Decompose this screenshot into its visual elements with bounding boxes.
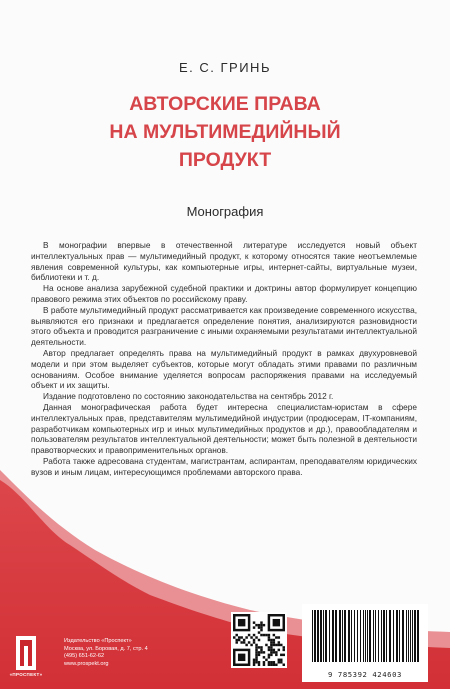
isbn-digits: 9 785392 424603 [328, 670, 402, 679]
abstract-paragraph: Данная монографическая работа будет интересна специалистам-юристам в сфере интеллектуальных прав, представителям мультимедийной индустрии (продюсерам, IT-компаниям, разработчикам компьютерных игр и иных мультимедийных продуктов и др.), правообладателям и пользователям результатов интеллектуальной деятельности; может быть полезной в деятельности правотворческих и правоприменительных органов. [31, 401, 417, 456]
book-title-line: ПРОДУКТ [178, 149, 272, 171]
abstract-paragraph: В монографии впервые в отечественной литературе исследуется новый объект интеллектуальных прав — мультимедийный продукт, к которому относятся такие неотъемлемые явления современной культуры, как компьютерные игры, интернет-сайты, виртуальные музеи, библиотеки и т. д. [31, 240, 417, 283]
publisher-name: Издательство «Проспект» [64, 638, 132, 644]
qr-code [231, 612, 287, 668]
barcode-bars [302, 604, 428, 668]
publisher-info [64, 638, 204, 668]
publisher-logo-mark [16, 636, 36, 670]
book-title [0, 90, 450, 174]
author-name: Е. С. ГРИНЬ [179, 60, 271, 75]
abstract-paragraph: Автор предлагает определять права на мультимедийный продукт в рамках двухуровневой модели и при этом выделяет субъектов, которые могут обладать этими правами по различным основаниям. Особое внимание уделяется вопросам распоряжения правами на исследуемый объект и их защиты. [31, 347, 417, 391]
book-genre: Монография [186, 204, 264, 219]
isbn-barcode [302, 604, 428, 682]
publisher-address: Москва, ул. Боровая, д. 7, стр. 4 [64, 645, 148, 652]
qr-code-pattern [233, 614, 285, 666]
book-title-line: НА МУЛЬТИМЕДИЙНЫЙ [109, 121, 341, 143]
abstract-paragraph: На основе анализа зарубежной судебной практики и доктрины автор формулирует концепцию правового режима этих объектов по российскому праву. [31, 283, 417, 304]
abstract-paragraph: Издание подготовлено по состоянию законодательства на сентябрь 2012 г. [43, 391, 334, 402]
abstract-paragraph: В работе мультимедийный продукт рассматривается как произведение современного искусства, выявляются его признаки и предлагается определение понятия, анализируются разновидности этого объекта и проводится разграничение с иными охраняемыми результатами интеллектуальной деятельности. [31, 304, 417, 348]
publisher-logo-text: «ПРОСПЕКТ» [9, 672, 43, 677]
publisher-logo [6, 636, 46, 682]
publisher-website: www.prospekt.org [64, 660, 109, 667]
abstract-text [31, 240, 417, 478]
abstract-paragraph: Работа также адресована студентам, магистрантам, аспирантам, преподавателям юридических вузов и иным лицам, интересующимся проблемами авторского права. [31, 455, 417, 477]
book-title-line: АВТОРСКИЕ ПРАВА [129, 93, 321, 115]
publisher-phone: (495) 651-62-62 [64, 653, 105, 660]
